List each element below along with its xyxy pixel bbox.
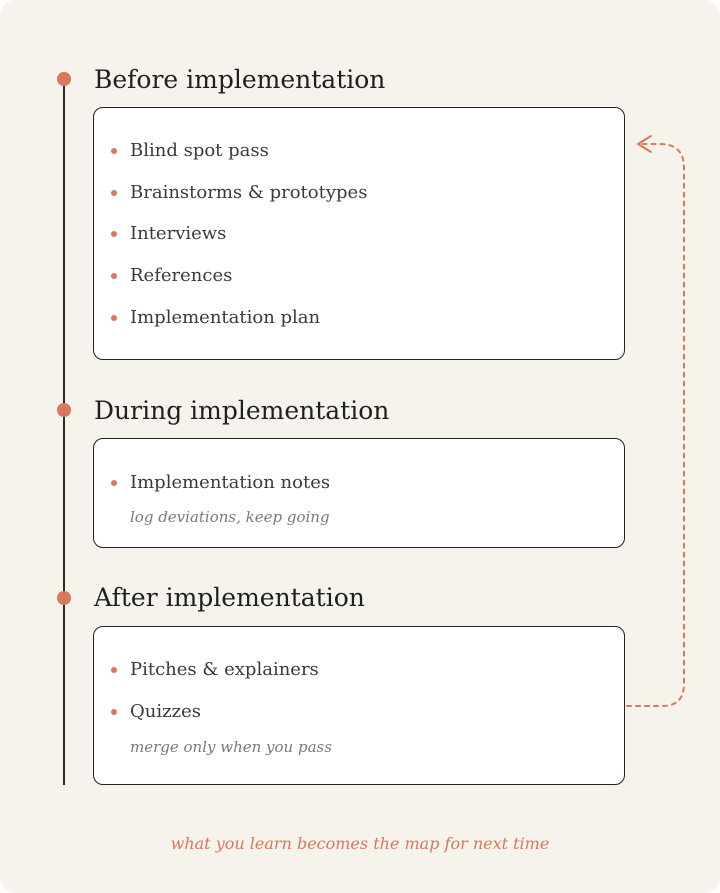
list-item: Blind spot pass	[130, 140, 269, 161]
list-item: Brainstorms & prototypes	[130, 182, 368, 203]
list-item: Pitches & explainers	[130, 659, 319, 680]
list-item: Implementation notes	[130, 472, 331, 493]
phase-title-before: Before implementation	[94, 65, 386, 94]
footer-caption: what you learn becomes the map for next time	[170, 834, 550, 853]
phase-title-during: During implementation	[94, 396, 390, 425]
list-item: References	[130, 265, 233, 286]
phase-note: log deviations, keep going	[130, 508, 330, 526]
list-item: Implementation plan	[130, 307, 321, 328]
phase-title-after: After implementation	[94, 583, 365, 612]
list-item: Interviews	[130, 223, 227, 244]
list-item: Quizzes	[130, 701, 201, 722]
phase-note: merge only when you pass	[130, 738, 332, 756]
